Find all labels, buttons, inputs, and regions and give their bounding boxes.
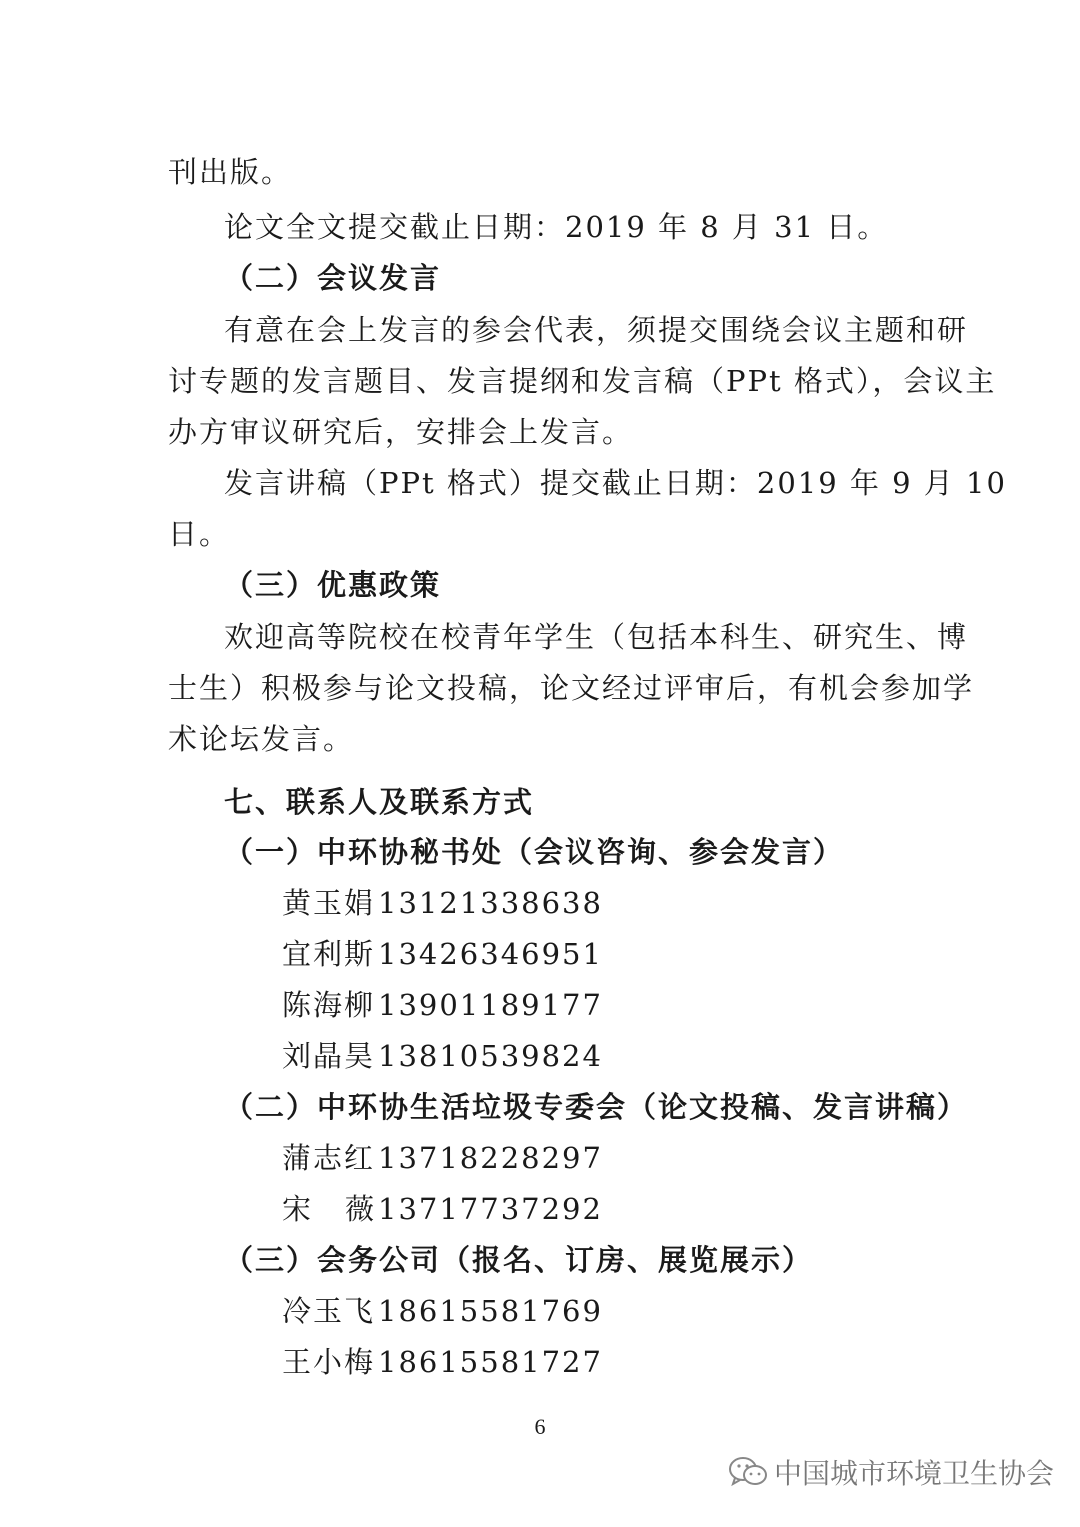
contact-phone: 18615581727 (378, 1345, 603, 1379)
wechat-icon (728, 1455, 768, 1489)
page-number: 6 (534, 1414, 546, 1439)
contact-name: 刘晶昊 (282, 1039, 376, 1073)
contact-name: 陈海柳 (282, 988, 376, 1022)
contact-row (282, 1138, 1042, 1178)
contact-phone: 13717737292 (378, 1192, 603, 1226)
contact-phone: 13426346951 (378, 937, 603, 971)
paragraph-line: 欢迎高等院校在校青年学生（包括本科生、研究生、博 (224, 620, 969, 654)
contact-row (282, 1291, 1042, 1331)
group-title-secretariat: （一）中环协秘书处（会议咨询、参会发言） (224, 835, 845, 869)
contact-row (282, 985, 1042, 1025)
contact-name: 宜利斯 (282, 937, 376, 971)
contact-name: 蒲志红 (282, 1141, 376, 1175)
contact-row (282, 1342, 1042, 1382)
contact-phone: 13121338638 (378, 886, 603, 920)
contact-phone: 13901189177 (378, 988, 603, 1022)
contact-phone: 18615581769 (378, 1294, 603, 1328)
subheading-discount: （三）优惠政策 (224, 568, 442, 602)
group-title-events-company: （三）会务公司（报名、订房、展览展示） (224, 1243, 814, 1277)
contact-row (282, 1036, 1042, 1076)
paper-deadline: 论文全文提交截止日期：2019 年 8 月 31 日。 (224, 210, 889, 244)
paragraph-line: 术论坛发言。 (168, 722, 355, 756)
contact-row (282, 934, 1042, 974)
paragraph-line: 办方审议研究后，安排会上发言。 (168, 415, 634, 449)
paragraph-line: 有意在会上发言的参会代表，须提交围绕会议主题和研 (224, 313, 969, 347)
contact-name: 王小梅 (282, 1345, 376, 1379)
contact-phone: 13810539824 (378, 1039, 603, 1073)
subheading-speech: （二）会议发言 (224, 261, 442, 295)
paragraph-line: 刊出版。 (168, 155, 293, 189)
section-title-contacts: 七、联系人及联系方式 (224, 785, 535, 819)
group-title-waste-committee: （二）中环协生活垃圾专委会（论文投稿、发言讲稿） (224, 1090, 969, 1124)
contact-row (282, 1189, 1042, 1229)
paragraph-line: 士生）积极参与论文投稿，论文经过评审后，有机会参加学 (168, 671, 975, 705)
contact-phone: 13718228297 (378, 1141, 603, 1175)
watermark (728, 1452, 1054, 1492)
watermark-text: 中国城市环境卫生协会 (774, 1457, 1055, 1490)
contact-row (282, 883, 1042, 923)
speech-deadline: 发言讲稿（PPt 格式）提交截止日期：2019 年 9 月 10 (224, 466, 1007, 500)
contact-name: 黄玉娟 (282, 886, 376, 920)
paragraph-line: 讨专题的发言题目、发言提纲和发言稿（PPt 格式），会议主 (168, 364, 997, 398)
contact-name: 宋薇 (282, 1192, 409, 1226)
contact-name: 冷玉飞 (282, 1294, 376, 1328)
paragraph-line: 日。 (168, 517, 231, 551)
